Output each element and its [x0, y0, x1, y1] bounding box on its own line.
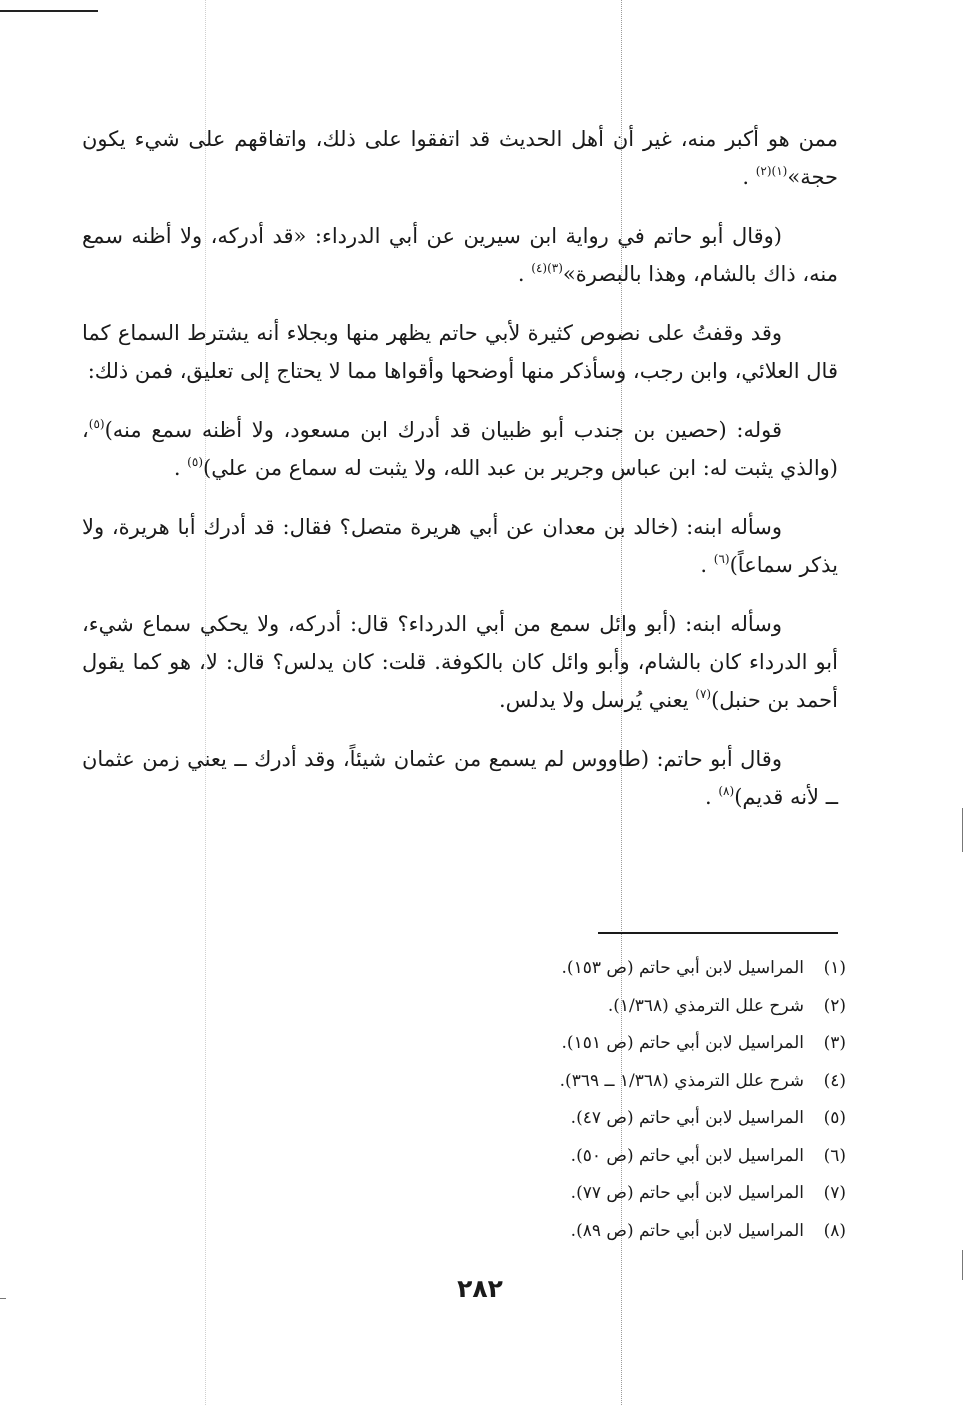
- paragraph: [82, 508, 838, 584]
- paragraph: [82, 314, 838, 390]
- footnote-item: [226, 1213, 846, 1251]
- paragraph: [82, 120, 838, 196]
- footnote-reference[interactable]: (٨): [718, 784, 735, 798]
- text-segment: ممن هو أكبر منه، غير أن أهل الحديث قد اتفقوا على ذلك، واتفاقهم على شيء يكون حجة»: [82, 127, 838, 189]
- footnote-item: [226, 1063, 846, 1101]
- footnote-text: المراسيل لابن أبي حاتم (ص ٥٠).: [570, 1145, 804, 1166]
- main-text: [82, 120, 838, 837]
- footnote-text: شرح علل الترمذي (١/٣٦٨ ــ ٣٦٩).: [559, 1070, 804, 1091]
- text-segment: .: [700, 553, 714, 577]
- footnote-reference[interactable]: (٤): [531, 261, 548, 275]
- text-segment: ، (والذي يثبت له: ابن عباس وجرير بن عبد الله، ولا يثبت له سماع من علي): [82, 418, 838, 480]
- footnote-text: المراسيل لابن أبي حاتم (ص ١٥١).: [561, 1033, 804, 1053]
- footnote-number: (٥): [823, 1108, 846, 1128]
- paragraph: [82, 740, 838, 816]
- footnote-number: (٦): [823, 1145, 846, 1166]
- text-segment: وقد وقفتُ على نصوص كثيرة لأبي حاتم يظهر منها وبجلاء أنه يشترط السماع كما قال العلائي، وابن رجب، وسأذكر منها أوضحها وأقواها مما لا يحتاج إلى تعليق، فمن ذلك:: [82, 321, 838, 383]
- footnote-item: [226, 1138, 846, 1176]
- footnote-number: (٨): [823, 1220, 846, 1241]
- footnote-number: (٢): [823, 995, 846, 1016]
- text-segment: (وقال أبو حاتم في رواية ابن سيرين عن أبي الدرداء: «قد أدركه، ولا أظنه سمع منه، ذاك بالشام، وهذا بالبصرة»: [82, 224, 838, 286]
- text-segment: وسأله ابنه: (أبو وائل سمع من أبي الدرداء؟ قال: أدركه، ولا يحكي سماع شيء، أبو الدرداء كان بالشام، وأبو وائل كان بالكوفة. قلت: كان يدلس؟ قال: لا، هو كما يقول أحمد بن حنبل): [82, 612, 838, 712]
- footnote-reference[interactable]: (٥): [88, 417, 105, 431]
- text-segment: .: [742, 165, 756, 189]
- footnote-separator: [598, 932, 838, 934]
- scan-edge-mark: [962, 808, 963, 852]
- footnote-reference[interactable]: (٢): [755, 164, 772, 178]
- text-segment: قوله: (حصين بن جندب أبو ظبيان قد أدرك ابن مسعود، ولا أظنه سمع منه): [104, 418, 782, 442]
- footnote-text: المراسيل لابن أبي حاتم (ص ١٥٣).: [561, 958, 804, 978]
- footnote-reference[interactable]: (١): [771, 164, 788, 178]
- text-segment: .: [705, 785, 719, 809]
- footnote-item: [226, 1025, 846, 1063]
- footnote-text: المراسيل لابن أبي حاتم (ص ٧٧).: [570, 1183, 804, 1203]
- footnote-reference[interactable]: (٧): [695, 687, 712, 701]
- text-segment: وقال أبو حاتم: (طاووس لم يسمع من عثمان شيئاً، وقد أدرك ــ يعني زمن عثمان ــ لأنه قديم): [82, 747, 838, 809]
- text-segment: وسأله ابنه: (خالد بن معدان عن أبي هريرة متصل؟ فقال: قد أدرك أبا هريرة، ولا يذكر سماعاً): [82, 515, 838, 577]
- scan-edge-mark: [962, 1250, 963, 1280]
- footnote-reference[interactable]: (٥): [187, 455, 203, 469]
- paragraph: [82, 217, 838, 293]
- footnote-number: (١): [823, 958, 846, 978]
- footnote-text: شرح علل الترمذي (١/٣٦٨).: [607, 995, 804, 1016]
- text-segment: .: [173, 456, 188, 480]
- footnote-number: (٣): [823, 1033, 846, 1053]
- footnote-number: (٧): [823, 1183, 846, 1203]
- paragraph: [82, 411, 838, 487]
- footnote-text: المراسيل لابن أبي حاتم (ص ٤٧).: [570, 1108, 804, 1128]
- footnote-reference[interactable]: (٣): [547, 261, 563, 275]
- text-segment: .: [517, 262, 532, 286]
- footnote-item: [226, 950, 846, 988]
- footnote-item: [226, 988, 846, 1026]
- footnote-item: [226, 1175, 846, 1213]
- footnotes-list: [226, 950, 846, 1250]
- page-number: ٢٨٢: [457, 1274, 503, 1303]
- footnote-number: (٤): [823, 1070, 846, 1091]
- text-segment: يعني يُرسل ولا يدلس.: [498, 688, 696, 712]
- footnote-item: [226, 1100, 846, 1138]
- paragraph: [82, 605, 838, 719]
- scan-top-rule: [0, 10, 98, 12]
- footnote-reference[interactable]: (٦): [713, 552, 730, 566]
- footnote-text: المراسيل لابن أبي حاتم (ص ٨٩).: [570, 1220, 804, 1241]
